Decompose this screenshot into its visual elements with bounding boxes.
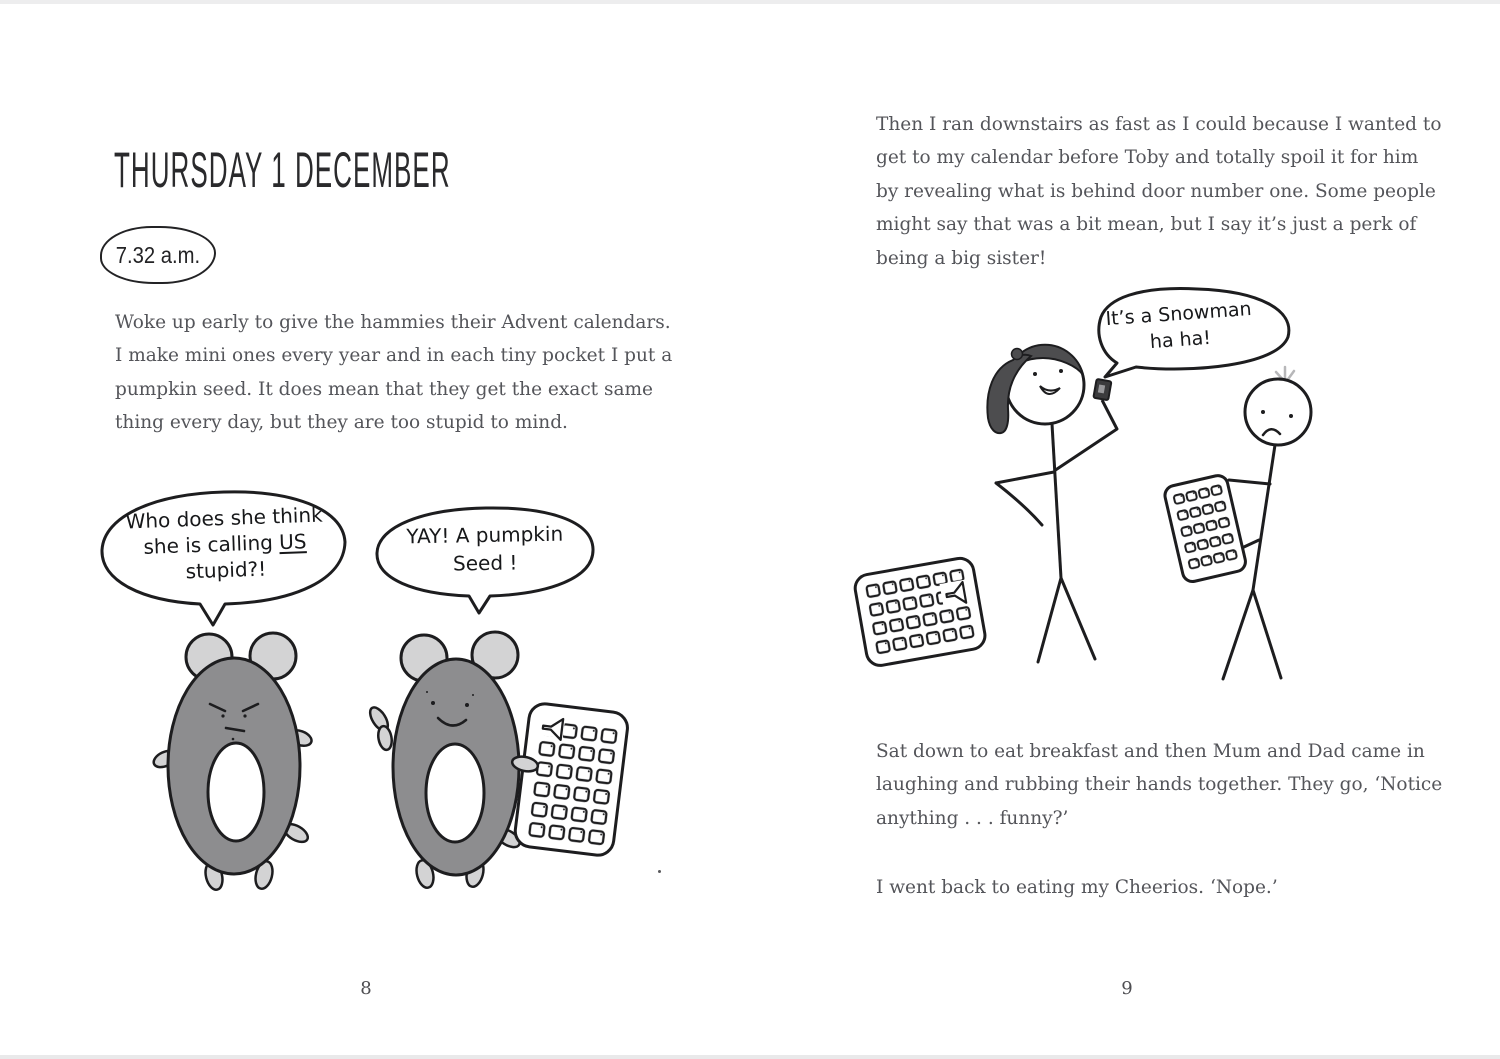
happy-hamster xyxy=(367,632,630,890)
girl-body xyxy=(1052,424,1061,578)
boy-body xyxy=(1253,445,1275,590)
speech-bubble-yay-text xyxy=(380,519,591,579)
page-number-left: 8 xyxy=(360,978,372,999)
speech-bubble-angry-text xyxy=(107,501,344,587)
right-paragraph-1 xyxy=(876,108,1441,275)
bubble-line: ha ha! xyxy=(1149,326,1212,354)
page-bottom-edge xyxy=(0,1055,1500,1059)
time-badge xyxy=(100,226,216,284)
paragraph-line: pumpkin seed. It does mean that they get the exact same xyxy=(115,378,654,400)
bubble-line-text: she is calling xyxy=(143,530,280,559)
advent-calendar-hamster xyxy=(513,702,629,857)
hamster-belly xyxy=(208,743,264,841)
advent-calendar-boy xyxy=(1163,474,1247,584)
right-paragraph-2 xyxy=(876,735,1442,835)
girl-legs xyxy=(1038,578,1095,662)
bubble-line: stupid?! xyxy=(185,556,267,584)
paragraph-line: laughing and rubbing their hands together. They go, ‘Notice xyxy=(876,774,1443,796)
girl-figure xyxy=(987,345,1117,662)
advent-calendar-floor xyxy=(853,556,987,667)
boy-head xyxy=(1245,379,1311,445)
paragraph-line: by revealing what is behind door number one. Some people xyxy=(876,180,1436,202)
paragraph-line: I went back to eating my Cheerios. ‘Nope.’ xyxy=(876,877,1278,898)
right-paragraph-3 xyxy=(876,871,1278,904)
paragraph-line: anything . . . funny?’ xyxy=(876,807,1069,829)
bubble-line: Seed ! xyxy=(452,550,518,576)
boy-figure xyxy=(1163,367,1311,679)
bubble-line: It’s a Snowman xyxy=(1104,297,1253,331)
bubble-line: Who does she think xyxy=(125,502,324,534)
left-paragraph xyxy=(115,306,672,440)
bubble-line-underlined: US xyxy=(278,529,307,555)
paragraph-line: being a big sister! xyxy=(876,247,1047,269)
page-number-right: 9 xyxy=(1121,978,1133,999)
ink-speck xyxy=(658,870,661,873)
page-top-edge xyxy=(0,0,1500,4)
paragraph-line: Sat down to eat breakfast and then Mum and Dad came in xyxy=(876,741,1425,762)
boy-legs xyxy=(1223,590,1281,679)
hamsters-illustration xyxy=(140,612,660,912)
paragraph-line: Then I ran downstairs as fast as I could because I wanted to xyxy=(876,114,1442,135)
time-badge-label: 7.32 a.m. xyxy=(115,241,201,268)
paragraph-line: thing every day, but they are too stupid to mind. xyxy=(115,412,568,434)
bubble-line: YAY! A pumpkin xyxy=(406,521,564,549)
paragraph-line: Woke up early to give the hammies their Advent calendars. xyxy=(115,312,671,333)
angry-hamster xyxy=(151,633,314,892)
paragraph-line: I make mini ones every year and in each tiny pocket I put a xyxy=(115,345,673,367)
hamster-belly xyxy=(426,744,484,842)
paragraph-line: might say that was a bit mean, but I say it’s just a perk of xyxy=(876,214,1417,236)
paragraph-line: get to my calendar before Toby and totally spoil it for him xyxy=(876,147,1419,169)
girl-bent-arm xyxy=(996,472,1054,525)
hair-tie xyxy=(1012,349,1023,360)
page-title: THURSDAY 1 DECEMBER xyxy=(114,142,451,198)
